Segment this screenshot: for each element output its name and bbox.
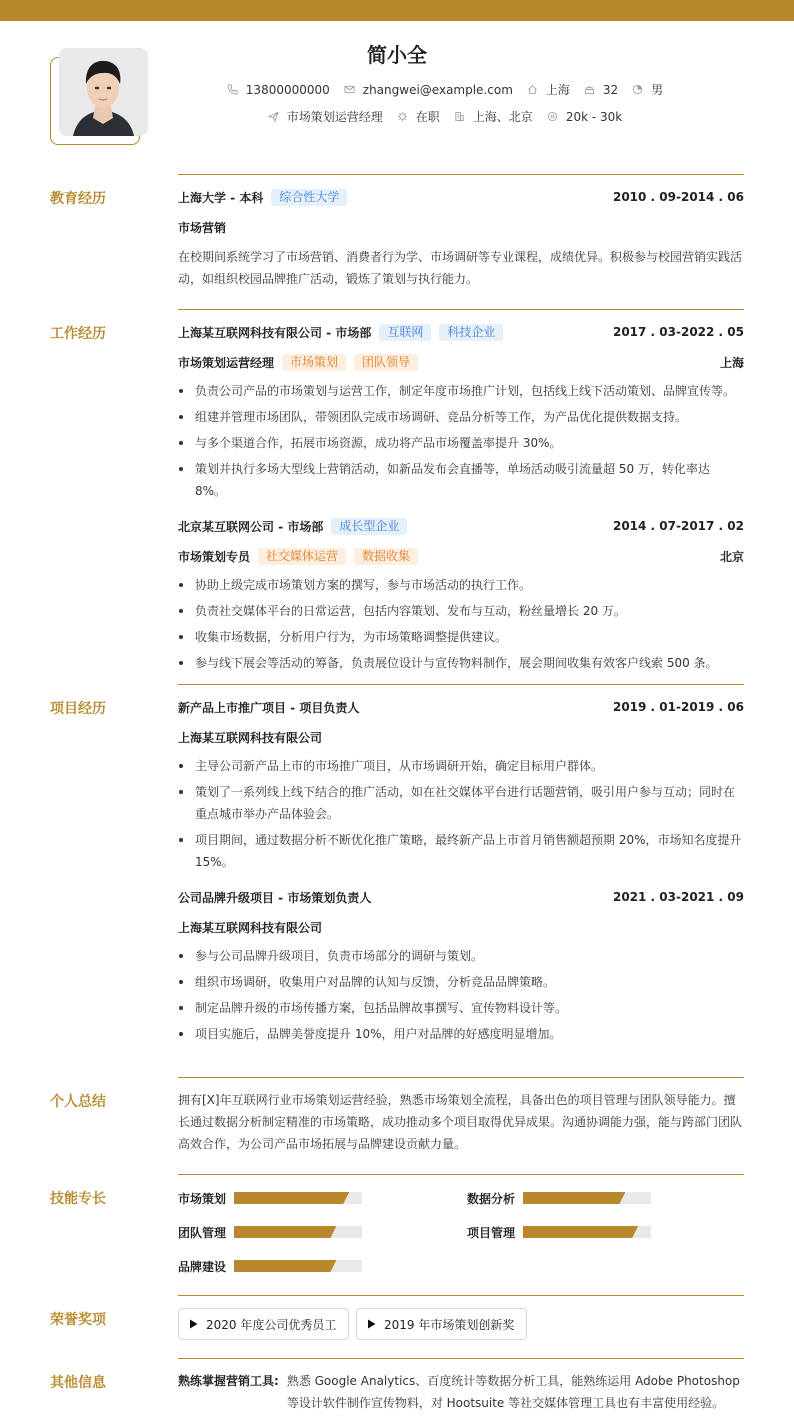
work-date: 2014 . 07-2017 . 02 (612, 519, 744, 533)
project-header-row (178, 887, 744, 907)
project-bullets (178, 945, 744, 1045)
education-date: 2010 . 09-2014 . 06 (612, 190, 744, 204)
honors-section (0, 1295, 794, 1355)
company-name: 北京某互联网公司 - 市场部 (178, 519, 324, 534)
major-row (178, 217, 744, 237)
role-tag: 市场策划 (282, 354, 346, 371)
role-name: 市场策划专员 (178, 549, 251, 564)
list-item: 组建并管理市场团队，带领团队完成市场调研、竞品分析等工作，为产品优化提供数据支持。 (178, 406, 744, 428)
work-section (0, 309, 794, 679)
home-icon (527, 84, 538, 95)
skill-bar-fill (234, 1192, 349, 1204)
salary-value: 20k - 30k (565, 109, 623, 124)
projects-content (178, 697, 744, 1049)
skill-item (178, 1258, 362, 1274)
work-entry (178, 516, 744, 674)
list-item: 项目期间，通过数据分析不断优化推广策略，最终新产品上市首月销售额超预期 20%，市场知名度提升 15%。 (178, 829, 744, 873)
work-header-row (178, 322, 744, 342)
skill-item (178, 1190, 362, 1206)
role-name: 市场策划运营经理 (178, 355, 275, 370)
section-title-work: 工作经历 (50, 326, 106, 342)
skills-section (0, 1174, 794, 1292)
project-company-row (178, 727, 744, 747)
list-item: 主导公司新产品上市的市场推广项目，从市场调研开始，确定目标用户群体。 (178, 755, 744, 777)
school-tag: 综合性大学 (271, 189, 347, 206)
phone-value[interactable]: 13800000000 (245, 82, 330, 97)
email-value[interactable]: zhangwei@example.com (362, 82, 513, 97)
section-divider (178, 1358, 744, 1359)
skill-bar (234, 1192, 362, 1204)
list-item: 协助上级完成市场策划方案的撰写，参与市场活动的执行工作。 (178, 574, 744, 596)
award-label: 2019 年市场策划创新奖 (384, 1317, 515, 1332)
section-divider (178, 684, 744, 685)
skill-bar-fill (234, 1226, 336, 1238)
project-entry (178, 697, 744, 873)
role-tag: 社交媒体运营 (258, 548, 346, 565)
list-item: 负责社交媒体平台的日常运营，包括内容策划、发布与互动，粉丝量增长 20 万。 (178, 600, 744, 622)
list-item: 项目实施后，品牌美誉度提升 10%，用户对品牌的好感度明显增加。 (178, 1023, 744, 1045)
skill-bar-fill (234, 1260, 336, 1272)
section-divider (178, 1077, 744, 1078)
job-intent-row (0, 108, 794, 125)
section-divider (178, 1174, 744, 1175)
company-tag: 科技企业 (439, 324, 503, 341)
project-company: 上海某互联网科技有限公司 (178, 730, 323, 745)
candidate-name: 简小全 (367, 43, 427, 67)
status-item (397, 108, 440, 125)
skill-bar (234, 1226, 362, 1238)
role-tag: 数据收集 (354, 548, 418, 565)
skill-bar-fill (523, 1192, 625, 1204)
work-city: 上海 (719, 355, 744, 370)
phone-item (227, 83, 330, 97)
cities-value: 上海、北京 (472, 110, 533, 124)
education-description: 在校期间系统学习了市场营销、消费者行为学、市场调研等专业课程，成绩优异。积极参与校园营销实践活动，如组织校园品牌推广活动，锻炼了策划与执行能力。 (178, 250, 743, 286)
projects-section (0, 684, 794, 1074)
role-row (178, 546, 744, 566)
school-name: 上海大学 - 本科 (178, 190, 264, 205)
play-triangle-icon (367, 1319, 376, 1329)
project-entry (178, 887, 744, 1045)
cities-item (454, 108, 533, 125)
skill-name: 品牌建设 (178, 1259, 227, 1274)
skill-name: 项目管理 (467, 1225, 516, 1240)
work-header-row (178, 516, 744, 536)
status-gear-icon (397, 111, 408, 122)
education-section (0, 174, 794, 304)
coin-icon (547, 111, 558, 122)
list-item: 策划并执行多场大型线上营销活动，如新品发布会直播等，单场活动吸引流量超 50 万，转化率达 8%。 (178, 458, 744, 502)
send-icon (268, 111, 279, 122)
position-value: 市场策划运营经理 (286, 110, 383, 124)
role-tag: 团队领导 (354, 354, 418, 371)
play-triangle-icon (189, 1319, 198, 1329)
summary-section (0, 1077, 794, 1171)
cake-icon (584, 84, 595, 95)
list-item: 收集市场数据，分析用户行为，为市场策略调整提供建议。 (178, 626, 744, 648)
skill-item (467, 1224, 651, 1240)
project-title: 新产品上市推广项目 - 项目负责人 (178, 700, 360, 715)
phone-icon (227, 84, 238, 95)
email-item (344, 83, 513, 97)
work-city: 北京 (719, 549, 744, 564)
work-bullets (178, 574, 744, 674)
company-tag: 互联网 (379, 324, 431, 341)
skill-bar (523, 1192, 651, 1204)
age-value: 32 (602, 82, 619, 97)
work-bullets (178, 380, 744, 502)
skill-item (178, 1224, 362, 1240)
skill-bar (523, 1226, 651, 1238)
skill-bar (234, 1260, 362, 1272)
age-item (584, 83, 618, 97)
section-divider (178, 309, 744, 310)
list-item: 组织市场调研，收集用户对品牌的认知与反馈，分析竞品品牌策略。 (178, 971, 744, 993)
skill-name: 团队管理 (178, 1225, 227, 1240)
education-content (178, 187, 744, 290)
award-label: 2020 年度公司优秀员工 (206, 1317, 337, 1332)
mail-icon (344, 84, 355, 95)
salary-item (547, 110, 622, 124)
section-title-skills: 技能专长 (50, 1191, 106, 1207)
skill-bar-fill (523, 1226, 638, 1238)
resume-header (0, 21, 794, 161)
list-item: 负责公司产品的市场策划与运营工作，制定年度市场推广计划，包括线上线下活动策划、品牌宣传等。 (178, 380, 744, 402)
section-divider (178, 1295, 744, 1296)
list-item: 制定品牌升级的市场传播方案，包括品牌故事撰写、宣传物料设计等。 (178, 997, 744, 1019)
section-title-projects: 项目经历 (50, 701, 106, 717)
project-company: 上海某互联网科技有限公司 (178, 920, 323, 935)
award-item[interactable] (356, 1308, 527, 1340)
award-item[interactable] (178, 1308, 349, 1340)
list-item: 策划了一系列线上线下结合的推广活动，如在社交媒体平台进行话题营销，吸引用户参与互动；同时在重点城市举办产品体验会。 (178, 781, 744, 825)
gender-icon (632, 84, 643, 95)
role-row (178, 352, 744, 372)
work-entry (178, 322, 744, 502)
gender-item (632, 81, 663, 98)
section-title-other: 其他信息 (50, 1375, 106, 1391)
education-header-row (178, 187, 744, 207)
section-title-honors: 荣誉奖项 (50, 1312, 106, 1328)
project-date: 2019 . 01-2019 . 06 (612, 700, 744, 714)
list-item: 参与公司品牌升级项目，负责市场部分的调研与策划。 (178, 945, 744, 967)
list-item: 与多个渠道合作，拓展市场资源，成功将产品市场覆盖率提升 30%。 (178, 432, 744, 454)
list-item: 参与线下展会等活动的筹备，负责展位设计与宣传物料制作，展会期间收集有效客户线索 500 条。 (178, 652, 744, 674)
company-tag: 成长型企业 (331, 518, 407, 535)
major-name: 市场营销 (178, 220, 227, 235)
section-title-education: 教育经历 (50, 191, 106, 207)
position-item (268, 108, 383, 125)
skill-name: 数据分析 (467, 1191, 516, 1206)
top-accent-bar (0, 0, 794, 21)
section-divider (178, 174, 744, 175)
other-info-key: 熟练掌握营销工具: (178, 1374, 279, 1388)
project-header-row (178, 697, 744, 717)
other-info-value: 熟悉 Google Analytics、百度统计等数据分析工具，能熟练运用 Adobe Photoshop 等设计软件制作宣传物料，对 Hootsuite 等社交媒体管理工具也有丰富使用经验。 (286, 1374, 740, 1410)
skill-item (467, 1190, 651, 1206)
skill-name: 市场策划 (178, 1191, 227, 1206)
project-title: 公司品牌升级项目 - 市场策划负责人 (178, 890, 372, 905)
other-info-row (178, 1370, 744, 1414)
company-name: 上海某互联网科技有限公司 - 市场部 (178, 325, 372, 340)
project-bullets (178, 755, 744, 873)
project-date: 2021 . 03-2021 . 09 (612, 890, 744, 904)
section-title-summary: 个人总结 (50, 1094, 106, 1110)
contact-row (0, 81, 794, 98)
status-value: 在职 (415, 110, 440, 124)
work-content (178, 322, 744, 678)
project-company-row (178, 917, 744, 937)
summary-text: 拥有[X]年互联网行业市场策划运营经验，熟悉市场策划全流程，具备出色的项目管理与团队领导能力。擅长通过数据分析制定精准的市场策略，成功推动多个项目取得优异成果。沟通协调能力强，能与跨部门团队高效合作，为公司产品市场拓展与品牌建设贡献力量。 (178, 1093, 743, 1151)
location-value: 上海 (545, 83, 570, 97)
building-icon (454, 111, 465, 122)
other-section (0, 1358, 794, 1423)
location-item (527, 81, 570, 98)
gender-value: 男 (651, 83, 664, 97)
work-date: 2017 . 03-2022 . 05 (612, 325, 744, 339)
